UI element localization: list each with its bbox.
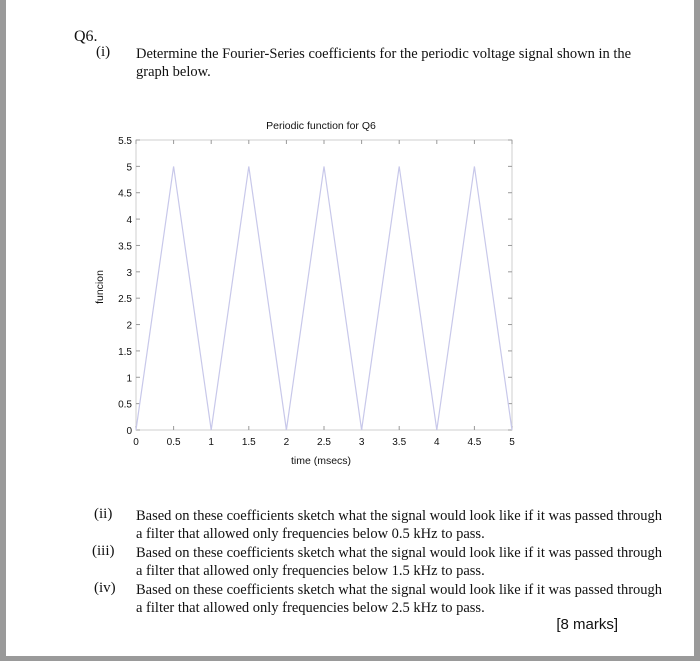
y-tick-label: 3 <box>126 267 132 279</box>
series-line <box>136 166 512 430</box>
y-tick-label: 3.5 <box>118 241 132 253</box>
y-tick-label: 4.5 <box>118 188 132 200</box>
y-tick-label: 4 <box>126 215 132 227</box>
part-text-ii-line1: Based on these coefficients sketch what the signal would look like if it was passed through <box>136 508 663 524</box>
x-tick-label: 4 <box>434 437 440 448</box>
y-tick-label: 1 <box>126 373 132 385</box>
x-tick-label: 2 <box>283 437 290 448</box>
x-tick-label: 1 <box>208 437 214 448</box>
x-axis <box>133 140 515 448</box>
x-tick-label: 0 <box>133 437 139 448</box>
plot-frame <box>136 140 512 430</box>
y-tick-label: 5 <box>126 162 132 174</box>
y-tick-label: 1.5 <box>118 346 132 358</box>
y-axis-label: funcion <box>94 270 106 304</box>
part-text-i-line2: graph below. <box>136 64 211 80</box>
y-tick-label: 2.5 <box>118 294 132 306</box>
part-text-ii-line2: a filter that allowed only frequencies below 0.5 kHz to pass. <box>136 526 485 542</box>
series <box>136 166 512 430</box>
marks-label: [8 marks] <box>556 616 618 633</box>
part-text-iii-line2: a filter that allowed only frequencies below 1.5 kHz to pass. <box>136 563 485 579</box>
x-tick-label: 4.5 <box>467 437 482 448</box>
part-text-iv-line2: a filter that allowed only frequencies below 2.5 kHz to pass. <box>136 600 485 616</box>
part-label-iv: (iv) <box>94 580 116 596</box>
x-tick-label: 3.5 <box>392 437 407 448</box>
chart-title: Periodic function for Q6 <box>266 120 376 132</box>
x-axis-label: time (msecs) <box>290 455 352 467</box>
part-label-iii: (iii) <box>92 543 115 559</box>
part-label-ii: (ii) <box>94 506 113 522</box>
x-tick-label: 1.5 <box>241 437 256 448</box>
y-tick-label: 0.5 <box>118 399 132 411</box>
x-tick-label: 2.5 <box>317 437 331 448</box>
part-text-iii-line1: Based on these coefficients sketch what the signal would look like if it was passed through <box>136 545 663 561</box>
y-axis <box>118 136 512 437</box>
x-tick-label: 0.5 <box>166 437 181 448</box>
y-tick-label: 2 <box>126 320 132 332</box>
part-label-i: (i) <box>96 44 111 60</box>
part-text-iv-line1: Based on these coefficients sketch what the signal would look like if it was passed through <box>136 582 663 598</box>
part-text-i-line1: Determine the Fourier-Series coefficients for the periodic voltage signal shown in the <box>136 46 632 62</box>
question-number: Q6. <box>74 28 98 45</box>
x-tick-label: 5 <box>509 437 515 448</box>
x-tick-label: 3 <box>358 437 365 448</box>
y-tick-label: 5.5 <box>118 136 132 147</box>
y-tick-label: 0 <box>126 426 132 437</box>
